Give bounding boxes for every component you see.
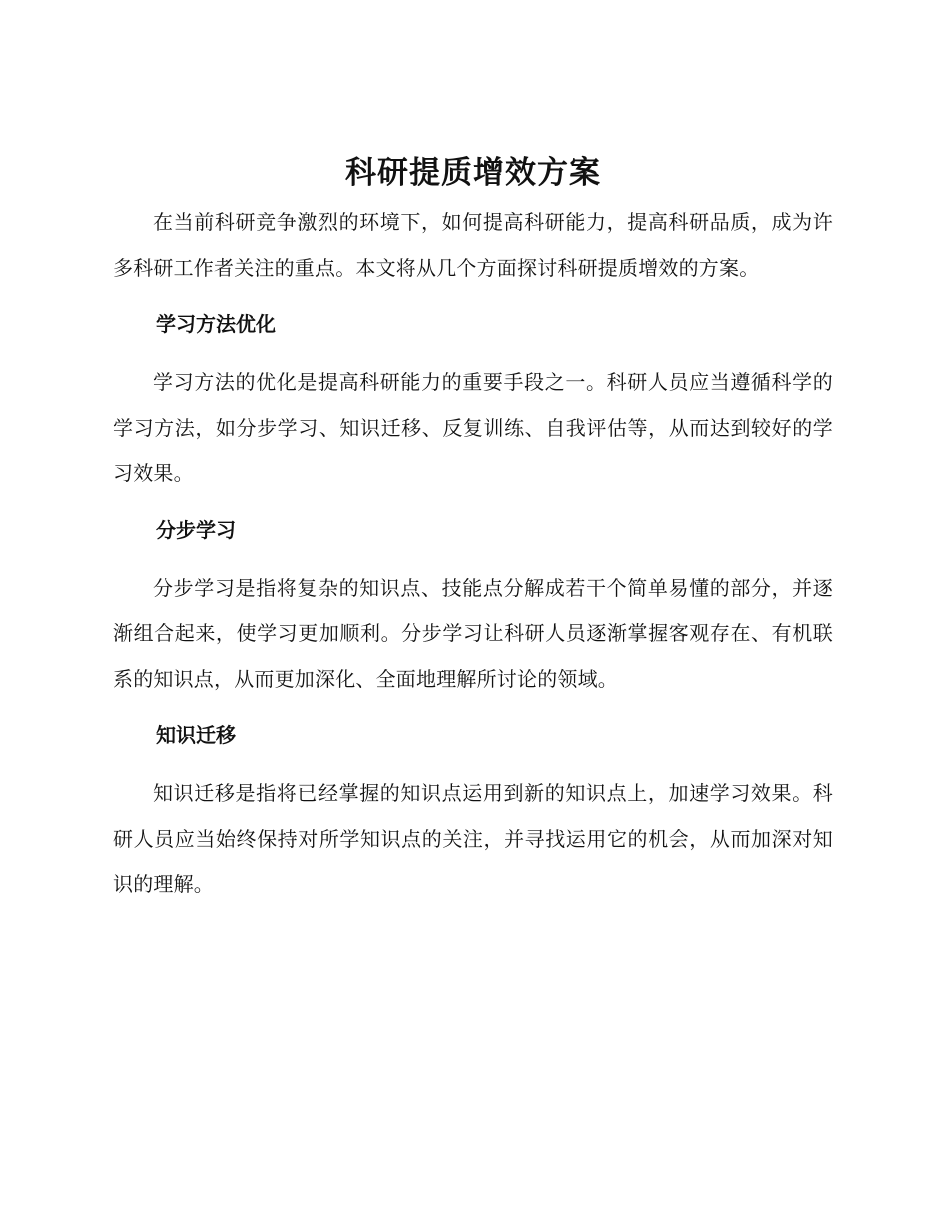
section-paragraph-learning-method: 学习方法的优化是提高科研能力的重要手段之一。科研人员应当遵循科学的学习方法，如分步学习、知识迁移、反复训练、自我评估等，从而达到较好的学习效果。 <box>113 370 833 485</box>
section-heading-learning-method: 学习方法优化 <box>156 312 276 336</box>
document-body <box>113 150 833 908</box>
spacer <box>113 291 833 302</box>
spacer <box>113 553 833 566</box>
spacer <box>113 702 833 713</box>
document-title: 科研提质增效方案 <box>345 155 601 191</box>
section-paragraph-step-learning: 分步学习是指将复杂的知识点、技能点分解成若干个简单易懂的部分，并逐渐组合起来，使学习更加顺利。分步学习让科研人员逐渐掌握客观存在、有机联系的知识点，从而更加深化、全面地理解所讨论的领域。 <box>113 575 833 691</box>
section-heading-step-learning: 分步学习 <box>156 517 236 542</box>
spacer <box>113 758 833 771</box>
spacer <box>113 497 833 508</box>
section-heading-knowledge-transfer: 知识迁移 <box>156 723 236 747</box>
spacer <box>113 347 833 360</box>
intro-paragraph: 在当前科研竞争激烈的环境下，如何提高科研能力，提高科研品质，成为许多科研工作者关注的重点。本文将从几个方面探讨科研提质增效的方案。 <box>113 210 833 280</box>
section-paragraph-knowledge-transfer: 知识迁移是指将已经掌握的知识点运用到新的知识点上，加速学习效果。科研人员应当始终保持对所学知识点的关注，并寻找运用它的机会，从而加深对知识的理解。 <box>113 781 833 896</box>
